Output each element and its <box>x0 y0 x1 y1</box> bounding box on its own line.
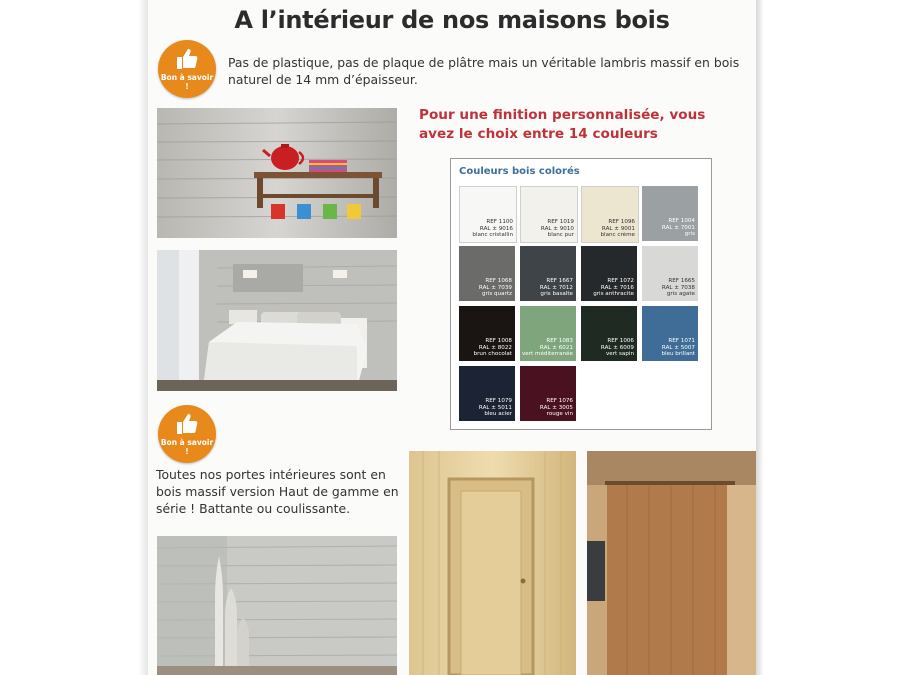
swatch-ref: REF 1006 <box>607 338 634 345</box>
swatch-name: gris basalte <box>540 291 573 298</box>
swatch-ref: REF 1096 <box>608 219 635 226</box>
swatch-name: gris anthracite <box>593 291 634 298</box>
shelf-photo <box>157 108 397 238</box>
finish-heading: Pour une finition personnalisée, vous avez le choix entre 14 couleurs <box>419 107 706 142</box>
swatch-ral: RAL ± 7016 <box>600 284 634 291</box>
thumbs-up-icon <box>175 412 199 436</box>
swatch-ref: REF 1100 <box>486 219 513 226</box>
color-swatch <box>581 246 637 301</box>
swatch-ref: REF 1665 <box>668 278 695 285</box>
swatch-name: gris agate <box>666 291 695 298</box>
swatch-ral: RAL ± 8022 <box>478 344 512 351</box>
wooden-door-photo <box>409 451 576 675</box>
color-swatch <box>642 186 698 241</box>
swatch-ref: REF 1072 <box>607 278 634 285</box>
intro-paragraph: Pas de plastique, pas de plaque de plâtre mais un véritable lambris massif en bois naturel de 14 mm d’épaisseur. <box>228 55 740 87</box>
color-swatch <box>459 366 515 421</box>
swatch-name: brun chocolat <box>473 351 512 358</box>
swatch-ref: REF 1076 <box>546 398 573 405</box>
swatch-label <box>540 278 573 298</box>
color-swatch <box>459 246 515 301</box>
swatch-label <box>662 278 695 298</box>
swatch-ral: RAL ± 6021 <box>539 344 573 351</box>
swatch-name: blanc pur <box>547 232 574 239</box>
swatch-ral: RAL ± 5007 <box>661 344 695 351</box>
color-swatch <box>520 306 576 361</box>
page-edge-shadow <box>756 0 764 675</box>
brochure-page <box>148 0 756 675</box>
swatch-label <box>593 278 634 298</box>
color-swatch <box>520 366 576 421</box>
thumbs-up-icon <box>175 47 199 71</box>
swatch-name: vert méditerranée <box>521 351 573 358</box>
swatch-label <box>540 398 573 418</box>
swatch-ral: RAL ± 7039 <box>478 284 512 291</box>
swatch-ref: REF 1008 <box>485 338 512 345</box>
swatch-ref: REF 1019 <box>547 219 574 226</box>
swatch-name: bleu acier <box>484 411 512 418</box>
swatch-ref: REF 1004 <box>668 218 695 225</box>
swatch-label <box>479 278 512 298</box>
color-swatch <box>581 306 637 361</box>
swatch-ral: RAL ± 7038 <box>661 284 695 291</box>
swatch-label <box>601 338 634 358</box>
swatch-name: bleu brillant <box>661 351 695 358</box>
swatch-ral: RAL ± 7001 <box>661 224 695 231</box>
swatch-label <box>600 219 635 239</box>
swatch-ref: REF 1667 <box>546 278 573 285</box>
swatch-ral: RAL ± 6009 <box>600 344 634 351</box>
color-swatch <box>520 186 578 243</box>
color-swatch <box>459 306 515 361</box>
sliding-door-photo <box>587 451 756 675</box>
swatch-ref: REF 1083 <box>546 338 573 345</box>
color-swatch <box>642 246 698 301</box>
swatch-ref: REF 1068 <box>485 278 512 285</box>
swatch-label <box>472 219 513 239</box>
color-swatch-chart <box>450 158 712 430</box>
color-swatch <box>459 186 517 243</box>
page-gutter-shadow <box>138 0 148 675</box>
swatch-name: blanc cristallin <box>472 232 513 239</box>
swatch-name: gris quartz <box>481 291 512 298</box>
doors-paragraph: Toutes nos portes intérieures sont en bois massif version Haut de gamme en série ! Battante ou coulissante. <box>156 467 399 516</box>
swatch-label <box>661 338 695 358</box>
swatch-name: blanc crème <box>600 232 635 239</box>
badge-label: Bon à savoir ! <box>160 73 214 91</box>
swatch-ral: RAL ± 9001 <box>601 225 635 232</box>
swatch-ral: RAL ± 3005 <box>539 404 573 411</box>
swatch-label <box>541 219 574 239</box>
badge-label: Bon à savoir ! <box>160 438 214 456</box>
swatch-ral: RAL ± 7012 <box>539 284 573 291</box>
swatch-name: vert sapin <box>605 351 634 358</box>
color-swatch <box>642 306 698 361</box>
swatch-label <box>474 338 512 358</box>
bon-a-savoir-badge <box>158 40 216 98</box>
swatch-ral: RAL ± 5011 <box>478 404 512 411</box>
swatch-name: rouge vin <box>546 411 573 418</box>
swatch-name: gris <box>684 231 695 238</box>
page-title: A l’intérieur de nos maisons bois <box>234 6 670 34</box>
swatch-ral: RAL ± 9010 <box>540 225 574 232</box>
vases-photo <box>157 536 397 675</box>
swatch-label <box>522 338 573 358</box>
color-swatch <box>520 246 576 301</box>
swatch-label <box>479 398 512 418</box>
swatch-label <box>662 218 695 238</box>
swatch-ref: REF 1079 <box>485 398 512 405</box>
bon-a-savoir-badge-2 <box>158 405 216 463</box>
bedroom-photo <box>157 250 397 391</box>
swatch-ref: REF 1071 <box>668 338 695 345</box>
color-chart-title: Couleurs bois colorés <box>459 166 580 177</box>
swatch-ral: RAL ± 9016 <box>479 225 513 232</box>
color-swatch <box>581 186 639 243</box>
